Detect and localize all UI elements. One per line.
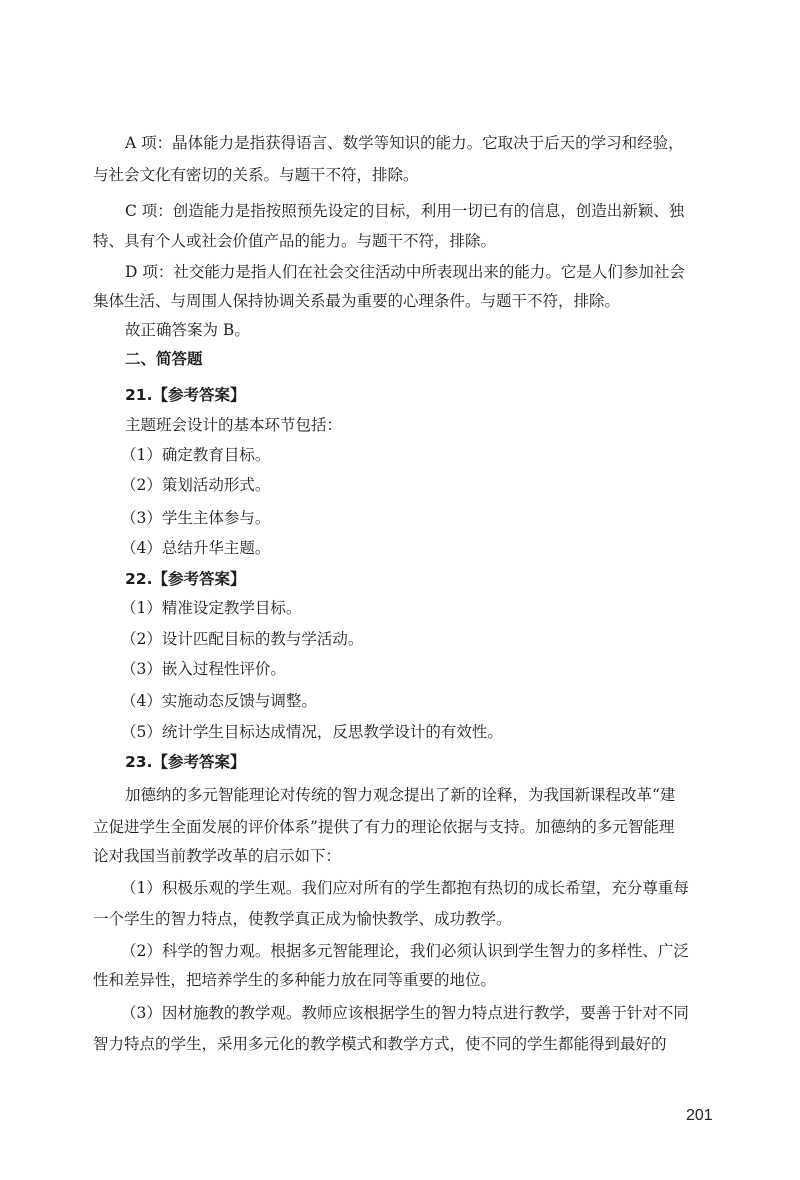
question-22-item-2: （2）设计匹配目标的教与学活动。 bbox=[121, 630, 364, 648]
paragraph-option-a-line2: 与社会文化有密切的关系。与题干不符，排除。 bbox=[93, 166, 419, 184]
question-23-point-1-line2: 一个学生的智力特点，使教学真正成为愉快教学、成功教学。 bbox=[93, 910, 512, 928]
question-21-item-1: （1）确定教育目标。 bbox=[121, 446, 271, 464]
paragraph-option-d-line1: D 项：社交能力是指人们在社会交往活动中所表现出来的能力。它是人们参加社会 bbox=[125, 263, 685, 281]
question-23-point-1-line1: （1）积极乐观的学生观。我们应对所有的学生都抱有热切的成长希望，充分尊重每 bbox=[121, 879, 689, 897]
question-23-point-2-line2: 性和差异性，把培养学生的多种能力放在同等重要的地位。 bbox=[93, 971, 497, 989]
conclusion-text: 故正确答案为 B。 bbox=[125, 321, 250, 339]
question-22-item-3: （3）嵌入过程性评价。 bbox=[121, 660, 286, 678]
question-22-heading: 22.【参考答案】 bbox=[125, 570, 246, 588]
question-21-item-3: （3）学生主体参与。 bbox=[121, 509, 271, 527]
paragraph-option-c-line1: C 项：创造能力是指按照预先设定的目标，利用一切已有的信息，创造出新颖、独 bbox=[125, 202, 685, 220]
question-23-point-3-line2: 智力特点的学生，采用多元化的教学模式和教学方式，使不同的学生都能得到最好的 bbox=[93, 1035, 667, 1053]
paragraph-option-d-line2: 集体生活、与周围人保持协调关系最为重要的心理条件。与题干不符，排除。 bbox=[93, 292, 621, 310]
question-23-intro-line2: 立促进学生全面发展的评价体系”提供了有力的理论依据与支持。加德纳的多元智能理 bbox=[93, 818, 675, 836]
paragraph-option-a-line1: A 项：晶体能力是指获得语言、数学等知识的能力。它取决于后天的学习和经验， bbox=[125, 134, 684, 152]
question-22-item-5: （5）统计学生目标达成情况，反思教学设计的有效性。 bbox=[121, 723, 503, 741]
question-21-item-2: （2）策划活动形式。 bbox=[121, 476, 271, 494]
question-21-intro: 主题班会设计的基本环节包括： bbox=[125, 416, 343, 434]
question-23-point-2-line1: （2）科学的智力观。根据多元智能理论，我们必须认识到学生智力的多样性、广泛 bbox=[121, 942, 689, 960]
question-22-item-1: （1）精准设定教学目标。 bbox=[121, 599, 302, 617]
page-number: 201 bbox=[686, 1107, 713, 1124]
question-22-item-4: （4）实施动态反馈与调整。 bbox=[121, 692, 317, 710]
question-21-heading: 21.【参考答案】 bbox=[125, 386, 246, 404]
question-23-heading: 23.【参考答案】 bbox=[125, 753, 246, 771]
question-21-item-4: （4）总结升华主题。 bbox=[121, 539, 271, 557]
question-23-point-3-line1: （3）因材施教的教学观。教师应该根据学生的智力特点进行教学，要善于针对不同 bbox=[121, 1004, 689, 1022]
question-23-intro-line1: 加德纳的多元智能理论对传统的智力观念提出了新的诠释，为我国新课程改革“建 bbox=[125, 786, 676, 804]
paragraph-option-c-line2: 特、具有个人或社会价值产品的能力。与题干不符，排除。 bbox=[93, 232, 497, 250]
question-23-intro-line3: 论对我国当前教学改革的启示如下： bbox=[93, 847, 342, 865]
section-heading: 二、简答题 bbox=[125, 350, 203, 368]
